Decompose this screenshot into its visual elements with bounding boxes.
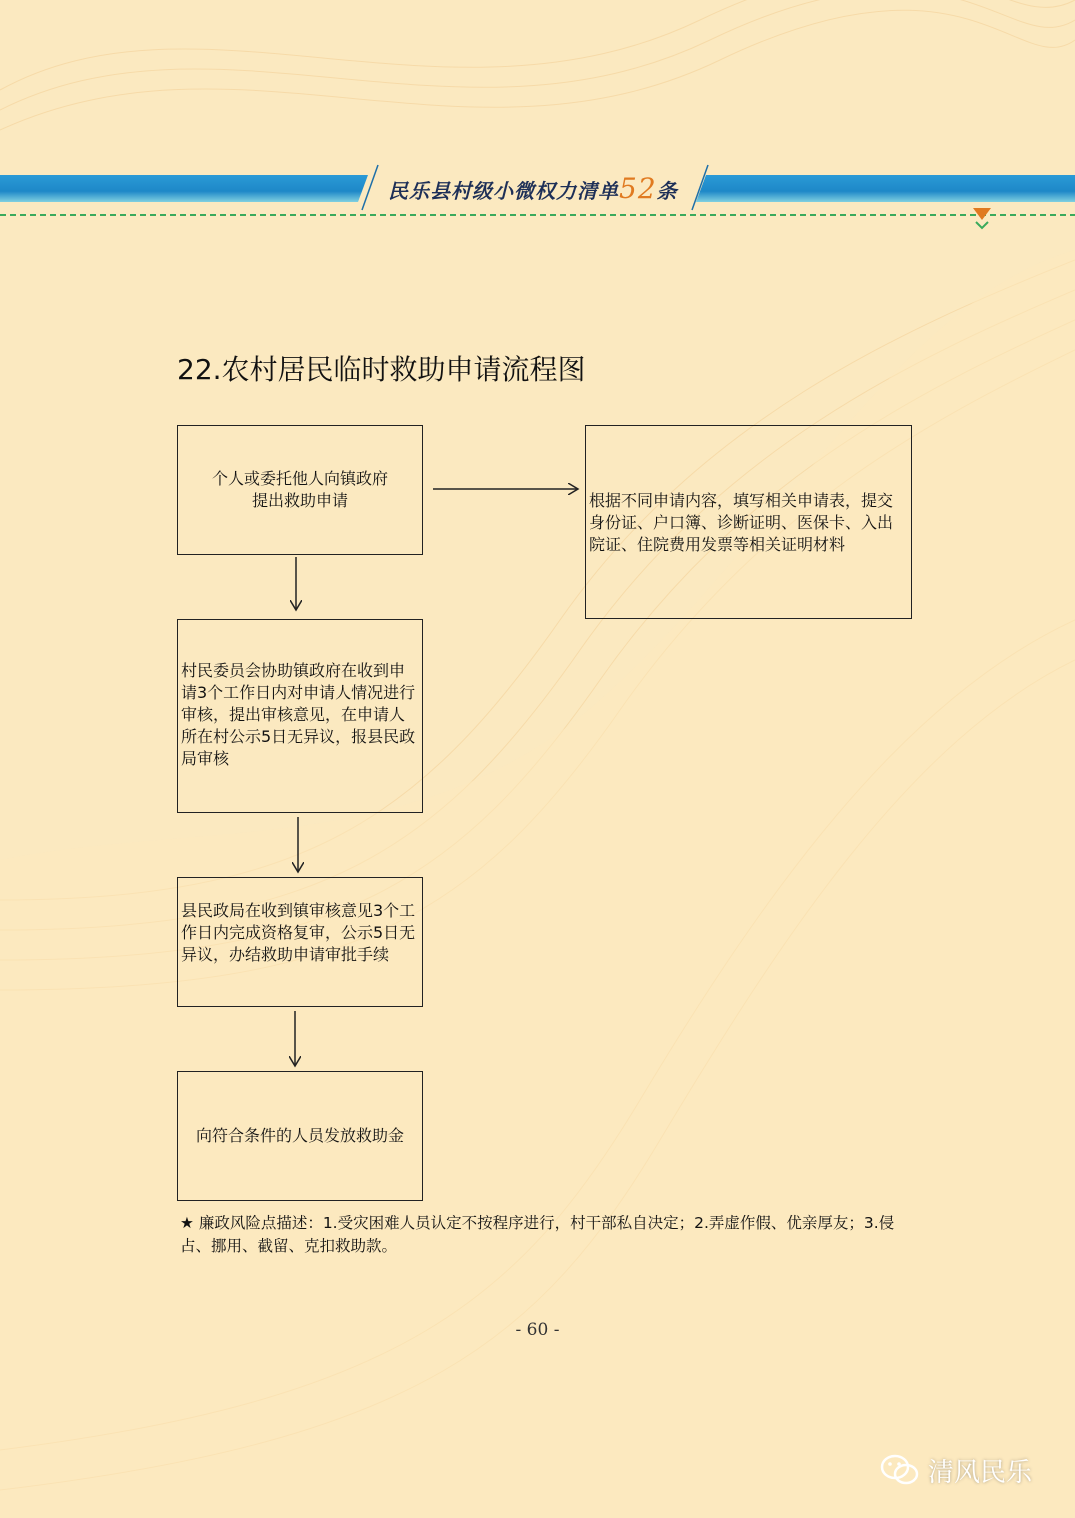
wechat-icon bbox=[880, 1453, 920, 1487]
watermark-text: 清风民乐 bbox=[928, 1457, 1033, 1488]
step-apply-box bbox=[177, 425, 423, 555]
payout-text: 向符合条件的人员发放救助金 bbox=[195, 1126, 404, 1145]
page-number: - 60 - bbox=[515, 1320, 560, 1340]
village-review-text: 村民委员会协助镇政府在收到申请3个工作日内对申请人情况进行审核，提出审核意见，在申请人所在村公示5日无异议，报县民政局审核 bbox=[181, 661, 416, 768]
county-review-text: 县民政局在收到镇审核意见3个工作日内完成资格复审，公示5日无异议，办结救助申请审批手续 bbox=[181, 901, 416, 964]
risk-note: ★ 廉政风险点描述：1.受灾困难人员认定不按程序进行，村干部私自决定；2.弄虚作假、优亲厚友；3.侵占、挪用、截留、克扣救助款。 bbox=[180, 1214, 895, 1255]
payout-box bbox=[177, 1071, 423, 1201]
series-count: 52 bbox=[619, 172, 657, 205]
step-apply-text: 个人或委托他人向镇政府提出救助申请 bbox=[211, 469, 388, 510]
village-review-box bbox=[177, 619, 423, 813]
materials-box bbox=[585, 425, 912, 619]
materials-text: 根据不同申请内容，填写相关申请表，提交身份证、户口簿、诊断证明、医保卡、入出院证、住院费用发票等相关证明材料 bbox=[589, 491, 894, 554]
series-title: 民乐县村级小微权力清单52条 bbox=[388, 172, 678, 205]
page-title: 22.农村居民临时救助申请流程图 bbox=[177, 353, 586, 386]
watermark bbox=[880, 1450, 1032, 1490]
county-review-box bbox=[177, 877, 423, 1007]
